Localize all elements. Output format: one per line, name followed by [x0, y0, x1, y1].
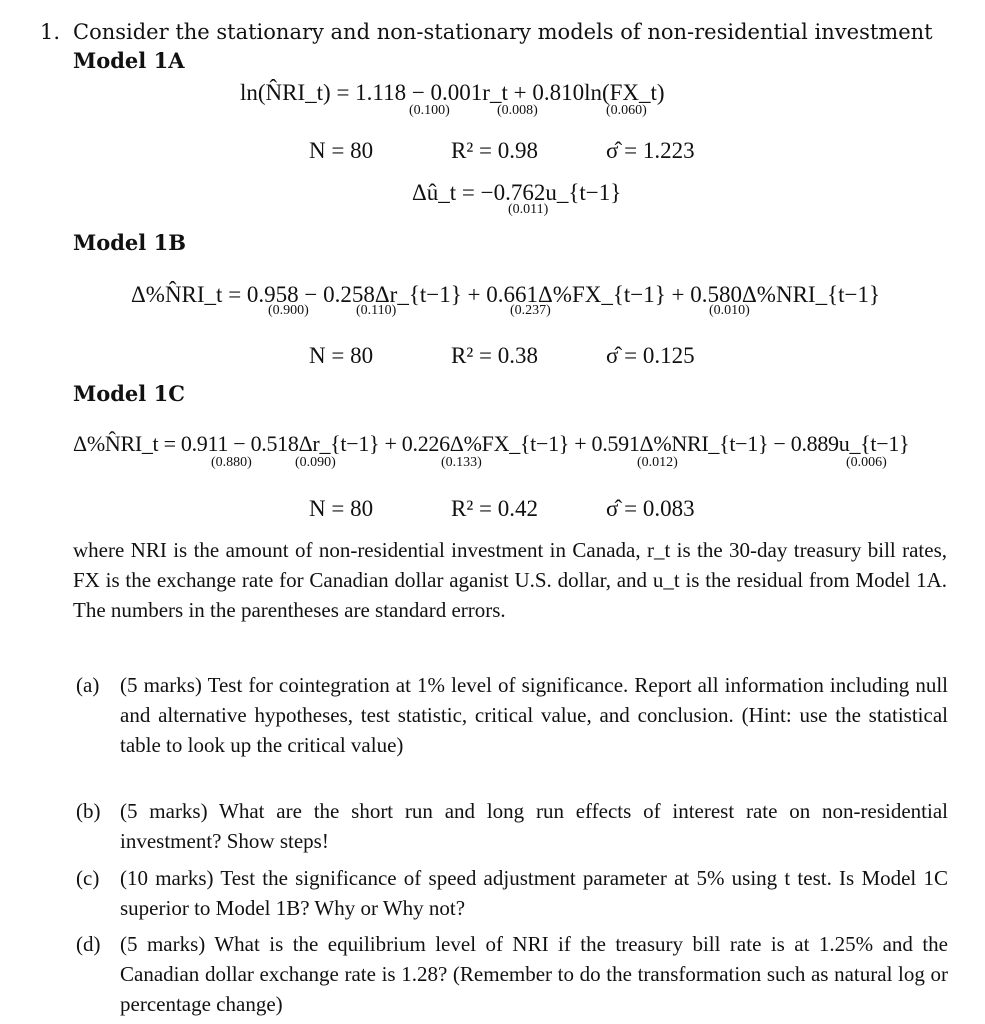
model-1a-residual-se: (0.011): [508, 202, 549, 217]
part-d-label: (d): [76, 932, 101, 956]
model-1c-se-5: (0.006): [846, 455, 887, 470]
model-1b-r2: R² = 0.38: [451, 343, 538, 368]
model-1c-title: Model 1C: [73, 381, 185, 406]
model-1a-title: Model 1A: [73, 48, 185, 73]
model-1b-se-1: (0.900): [268, 303, 309, 318]
model-1c-se-2: (0.090): [295, 455, 336, 470]
model-1b-se-2: (0.110): [356, 303, 397, 318]
model-1b-se-4: (0.010): [709, 303, 750, 318]
model-1b-title: Model 1B: [73, 230, 186, 255]
part-c-text: (10 marks) Test the significance of speed adjustment parameter at 5% using t test. Is Model 1C superior to Model 1B? Why or Why not?: [120, 866, 948, 920]
model-1a-n: N = 80: [309, 138, 374, 163]
model-1c-sigma: σ̂ = 0.083: [606, 496, 695, 521]
part-a-label: (a): [76, 673, 100, 697]
model-1c-se-3: (0.133): [441, 455, 482, 470]
part-c-label: (c): [76, 866, 100, 890]
model-1c-r2: R² = 0.42: [451, 496, 538, 521]
model-1a-se-2: (0.008): [497, 103, 538, 118]
part-a-text: (5 marks) Test for cointegration at 1% level of significance. Report all information including null and alternative hypotheses, test statistic, critical value, and conclusion. (Hint: use the statistical table to look up the critical value): [120, 673, 948, 757]
model-1a-residual-equation: Δû_t = −0.762u_{t−1}: [412, 180, 622, 205]
model-1c-equation: Δ%N̂RI_t = 0.911 − 0.518Δr_{t−1} + 0.226Δ%FX_{t−1} + 0.591Δ%NRI_{t−1} − 0.889u_{t−1}: [73, 431, 910, 456]
model-1b-equation: Δ%N̂RI_t = 0.958 − 0.258Δr_{t−1} + 0.661Δ%FX_{t−1} + 0.580Δ%NRI_{t−1}: [131, 282, 881, 307]
model-1c-n: N = 80: [309, 496, 374, 521]
model-1a-equation: ln(N̂RI_t) = 1.118 − 0.001r_t + 0.810ln(FX_t): [240, 80, 665, 105]
model-1a-se-3: (0.060): [606, 103, 647, 118]
model-1c-se-4: (0.012): [637, 455, 678, 470]
model-1b-sigma: σ̂ = 0.125: [606, 343, 695, 368]
model-1b-se-3: (0.237): [510, 303, 551, 318]
model-1b-n: N = 80: [309, 343, 374, 368]
part-d-text: (5 marks) What is the equilibrium level of NRI if the treasury bill rate is at 1.25% and the Canadian dollar exchange rate is 1.28? (Remember to do the transformation such as natural log or percentage change): [120, 932, 948, 1016]
part-b-text: (5 marks) What are the short run and long run effects of interest rate on non-residential investment? Show steps!: [120, 799, 948, 853]
variable-description: where NRI is the amount of non-residential investment in Canada, r_t is the 30-day treasury bill rates, FX is the exchange rate for Canadian dollar aganist U.S. dollar, and u_t is the residual from Model 1A. The numbers in the parentheses are standard errors.: [73, 538, 947, 622]
question-intro: Consider the stationary and non-stationary models of non-residential investment: [73, 20, 933, 44]
model-1c-se-1: (0.880): [211, 455, 252, 470]
model-1a-se-1: (0.100): [409, 103, 450, 118]
model-1a-sigma: σ̂ = 1.223: [606, 138, 695, 163]
question-number: 1.: [40, 20, 61, 44]
part-b-label: (b): [76, 799, 101, 823]
model-1a-r2: R² = 0.98: [451, 138, 538, 163]
